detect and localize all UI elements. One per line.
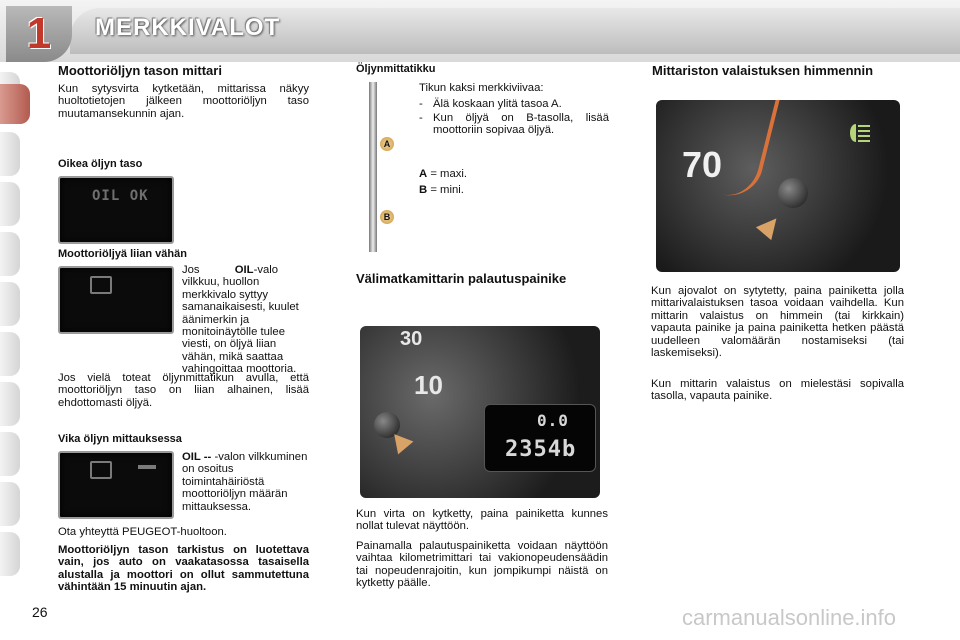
- dimmer-photo: [656, 100, 900, 272]
- gauge-number-30: 30: [400, 328, 423, 350]
- lcd-display: [484, 404, 596, 472]
- trip-reset-heading: Välimatkamittarin palautuspainike: [356, 271, 567, 286]
- oil-low-text: [182, 264, 309, 376]
- side-tab[interactable]: [0, 532, 20, 576]
- oil-low-para2: Jos vielä toteat öljynmittatikun avulla, että moottoriöljyn taso on liian alhainen, lisää ehdottomasti öljyä.: [58, 372, 309, 409]
- gauge-number-10: 10: [414, 370, 443, 400]
- oil-fault-label: OIL --: [182, 451, 212, 463]
- dimmer-heading: Mittariston valaistuksen himmennin: [652, 63, 874, 78]
- oil-gauge-heading: Moottoriöljyn tason mittari: [58, 63, 222, 78]
- oil-low-desc: -valo vilkkuu, huollon merkkivalo syttyy samanaikaisesti, kuulet äänimerkin ja monitoinäytölle tulee viesti, on öljyä liian vähän, mikä saattaa vahingoittaa moottoria.: [182, 264, 299, 376]
- gauge-number-70: 70: [682, 144, 723, 185]
- watermark[interactable]: carmanualsonline.info: [682, 605, 897, 630]
- side-tab[interactable]: [0, 132, 20, 176]
- arrow-icon: [756, 212, 784, 240]
- oil-low-display-image: [58, 266, 174, 334]
- dipstick-mark-a: A: [380, 137, 394, 151]
- side-tab[interactable]: [0, 282, 20, 326]
- dipstick-image: [360, 82, 402, 252]
- side-tab-active[interactable]: [0, 84, 30, 124]
- oil-ok-display-text: OIL OK: [92, 188, 149, 204]
- side-tab[interactable]: [0, 232, 20, 276]
- dipstick-heading: Öljynmittatikku: [356, 63, 436, 75]
- oil-fault-text: [182, 451, 309, 513]
- trip-value: 0.0: [537, 411, 569, 430]
- dash-symbol: [138, 465, 156, 469]
- oil-ok-display-image: [58, 176, 174, 244]
- trip-reset-photo: [360, 326, 600, 498]
- trip-reset-para2: Painamalla palautuspainiketta voidaan näyttöön vaihtaa kilometrimittari tai vakionopeudensäädin tai nopeudenrajoitin, kun jompikumpi näistä on kytketty päälle.: [356, 540, 608, 590]
- gauge-needle-arc: [721, 100, 781, 202]
- dipstick-mark-b: B: [380, 210, 394, 224]
- oil-fault-heading: Vika öljyn mittauksessa: [58, 433, 182, 445]
- headlight-icon: [842, 122, 872, 144]
- side-tab[interactable]: [0, 382, 20, 426]
- odometer-value: 2354b: [505, 437, 577, 462]
- chapter-tab: [6, 6, 72, 62]
- oil-gauge-intro: Kun sytysvirta kytketään, mittarissa näkyy huoltotietojen jälkeen moottoriöljyn taso muutamansekunnin ajan.: [58, 83, 309, 120]
- dipstick-legend-b: B = mini.: [419, 184, 464, 196]
- page-title: MERKKIVALOT: [95, 14, 281, 41]
- contact-text: Ota yhteyttä PEUGEOT-huoltoon.: [58, 526, 227, 538]
- dipstick-legend-a: A = maxi.: [419, 168, 468, 180]
- oil-fault-display-image: [58, 451, 174, 519]
- oil-low-heading: Moottoriöljyä liian vähän: [58, 248, 187, 260]
- dipstick-bullet-2: - Kun öljyä on B-tasolla, lisää moottoriin sopivaa öljyä.: [419, 112, 609, 137]
- chapter-number: 1: [26, 9, 52, 58]
- oil-low-label: OIL: [234, 264, 254, 276]
- dimmer-para2: Kun mittarin valaistus on mielestäsi sopivalla tasolla, vapauta painike.: [651, 378, 904, 403]
- dipstick-rod: [369, 82, 377, 252]
- page-number: 26: [32, 604, 48, 620]
- oil-warning-symbol: [90, 276, 112, 294]
- dipstick-intro: Tikun kaksi merkkiviivaa:: [419, 82, 544, 94]
- dipstick-bullet-1: - Älä koskaan ylitä tasoa A.: [419, 98, 562, 110]
- oil-ok-heading: Oikea öljyn taso: [58, 158, 143, 170]
- side-tab[interactable]: [0, 432, 20, 476]
- side-tab[interactable]: [0, 182, 20, 226]
- trip-reset-para1: Kun virta on kytketty, paina painiketta kunnes nollat tulevat näyttöön.: [356, 508, 608, 533]
- side-chapter-tabs: [0, 62, 22, 582]
- dimmer-button[interactable]: [778, 178, 808, 208]
- oil-low-prefix: Jos: [182, 264, 200, 276]
- side-tab[interactable]: [0, 482, 20, 526]
- side-tab[interactable]: [0, 332, 20, 376]
- dimmer-para1: Kun ajovalot on sytytetty, paina painiketta jolla mittarivalaistuksen tasoa voidaan vaihdella. Kun mittarin valaistus on himmein (tai kirkkain) vapauta painike ja paina painiketta hetken päästä uudelleen valomäärän nostamiseksi (tai laskemiseksi).: [651, 285, 904, 360]
- oil-warning-symbol: [90, 461, 112, 479]
- oil-check-note: Moottoriöljyn tason tarkistus on luotettava vain, jos auto on vaakatasossa tasaisella alustalla ja moottori on ollut sammutettuna vähintään 15 minuutin ajan.: [58, 544, 309, 594]
- oil-fault-desc: -valon vilkkuminen on osoitus toimintahäiriöstä moottoriöljyn määrän mittauksessa.: [182, 451, 308, 513]
